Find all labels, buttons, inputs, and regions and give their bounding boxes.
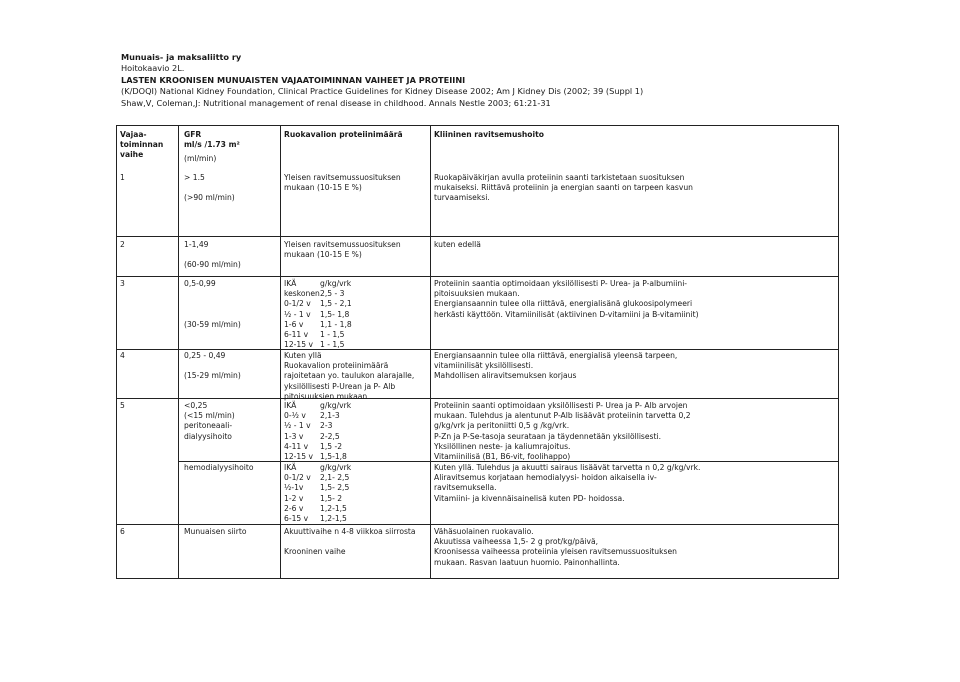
protein-5-age: IKÄ 0-½ v ½ - 1 v 1-3 v 4-11 v 12-15 v [284, 401, 313, 462]
reference-2: Shaw,V, Coleman,J: Nutritional management of renal disease in childhood. Annals Nestle 2003; 61:21-31 [121, 97, 551, 108]
gfr-3: 0,5-0,99 (30-59 ml/min) [184, 279, 241, 329]
row-divider [116, 276, 839, 277]
stage-2: 2 [120, 240, 125, 249]
clinical-5: Proteiinin saanti optimoidaan yksilöllisesti P- Urea ja P- Alb arvojen mukaan. Tulehdus ja alentunut P-Alb lisäävät proteiinin tarvetta 0,2 g/kg/vrk ja peritoniitti 0,5 g /kg/vrk. P-Zn ja P-Se-tasoja seurataan ja täydennetään yksilöllisesti. Yksilöllinen neste- ja kaliumrajoitus. Vitamiinilisä (B1, B6-vit, foolihappo) [434, 401, 691, 462]
gfr-6: Munuaisen siirto [184, 527, 247, 536]
protein-4: Kuten yllä Ruokavalion proteiinimäärä rajoitetaan yo. taulukon alarajalle, yksilöllisesti P-Urean ja P- Alb pitoisuuksien mukaan [284, 351, 415, 401]
document-header [121, 52, 643, 109]
header-clinical: Kliininen ravitsemushoito [434, 130, 544, 139]
col-divider [838, 125, 839, 579]
gfr-1: > 1.5 (>90 ml/min) [184, 173, 235, 203]
reference-1: (K/DOQI) National Kidney Foundation, Clinical Practice Guidelines for Kidney Disease 2002; Am J Kidney Dis (2002; 39 (Suppl 1) [121, 86, 644, 97]
row-divider [116, 349, 839, 350]
header-protein: Ruokavalion proteiinimäärä [284, 130, 403, 139]
org-name: Munuais- ja maksaliitto ry [121, 52, 242, 62]
table-bottom-border [116, 578, 839, 579]
protein-6: Akuuttivaihe n 4-8 viikkoa siirrosta Krooninen vaihe [284, 527, 416, 557]
protein-5b-value: g/kg/vrk 2,1- 2,5 1,5- 2,5 1,5- 2 1,2-1,5 1,2-1,5 [320, 463, 352, 524]
col-divider [280, 125, 281, 579]
clinical-5b: Kuten yllä. Tulehdus ja akuutti sairaus lisäävät tarvetta n 0,2 g/kg/vrk. Aliravitsemus korjataan hemodialyysi- hoidon aikaisella iv- ravitsemuksella. Vitamiini- ja kivennäisainelisä kuten PD- hoidossa. [434, 463, 701, 503]
clinical-4: Energiansaannin tulee olla riittävä, energialisä yleensä tarpeen, vitamiinilisät yksilöllisesti. Mahdollisen aliravitsemuksen korjaus [434, 351, 678, 381]
stage-3: 3 [120, 279, 125, 288]
header-stage: Vajaa- toiminnan vaihe [120, 130, 164, 160]
col-divider [116, 125, 117, 579]
stage-4: 4 [120, 351, 125, 360]
protein-3-age: IKÄ keskonen 0-1/2 v ½ - 1 v 1-6 v 6-11 v 12-15 v [284, 279, 320, 350]
stage-6: 6 [120, 527, 125, 536]
protein-2: Yleisen ravitsemussuosituksen mukaan (10-15 E %) [284, 240, 401, 260]
row-divider [116, 236, 839, 237]
appendix-label: Hoitokaavio 2L. [121, 63, 185, 74]
gfr-5b: hemodialyysihoito [184, 463, 254, 472]
stage-1: 1 [120, 173, 125, 182]
col-divider [430, 125, 431, 579]
protein-5b-age: IKÄ 0-1/2 v ½-1v 1-2 v 2-6 v 6-15 v [284, 463, 311, 524]
stage-5: 5 [120, 401, 125, 410]
clinical-2: kuten edellä [434, 240, 481, 249]
gfr-5: <0,25 (<15 ml/min) peritoneaali- dialyysihoito [184, 401, 235, 441]
table-top-border [116, 125, 839, 126]
protein-3-value: g/kg/vrk 2,5 - 3 1,5 - 2,1 1,5- 1,8 1,1 - 1,8 1 - 1,5 1 - 1,5 [320, 279, 352, 350]
gfr-2: 1-1,49 (60-90 ml/min) [184, 240, 241, 270]
row-divider [116, 398, 839, 399]
protein-5-value: g/kg/vrk 2,1-3 2-3 2-2,5 1,5 -2 1,5-1,8 [320, 401, 352, 462]
document-title: LASTEN KROONISEN MUNUAISTEN VAJAATOIMINNAN VAIHEET JA PROTEIINI [121, 74, 466, 85]
row-divider [116, 524, 839, 525]
clinical-1: Ruokapäiväkirjan avulla proteiinin saanti tarkistetaan suosituksen mukaiseksi. Riittävä proteiinin ja energian saanti on tarpeen kasvun turvaamiseksi. [434, 173, 693, 203]
gfr-4: 0,25 - 0,49 (15-29 ml/min) [184, 351, 241, 381]
clinical-6: Vähäsuolainen ruokavalio. Akuutissa vaiheessa 1,5- 2 g prot/kg/päivä, Kroonisessa vaiheessa proteiinia yleisen ravitsemussuosituksen mukaan. Rasvan laatuun huomio. Painonhallinta. [434, 527, 677, 567]
clinical-3: Proteiinin saantia optimoidaan yksilöllisesti P- Urea- ja P-albumiini- pitoisuuksien mukaan. Energiansaannin tulee olla riittävä, energialisänä glukoosipolymeeri herkästi käyttöön. Vitamiinilisät (aktiivinen D-vitamiini ja B-vitamiinit) [434, 279, 699, 319]
col-divider [178, 125, 179, 579]
protein-1: Yleisen ravitsemussuosituksen mukaan (10-15 E %) [284, 173, 401, 193]
header-gfr: GFR ml/s /1.73 m² (ml/min) [184, 130, 240, 164]
